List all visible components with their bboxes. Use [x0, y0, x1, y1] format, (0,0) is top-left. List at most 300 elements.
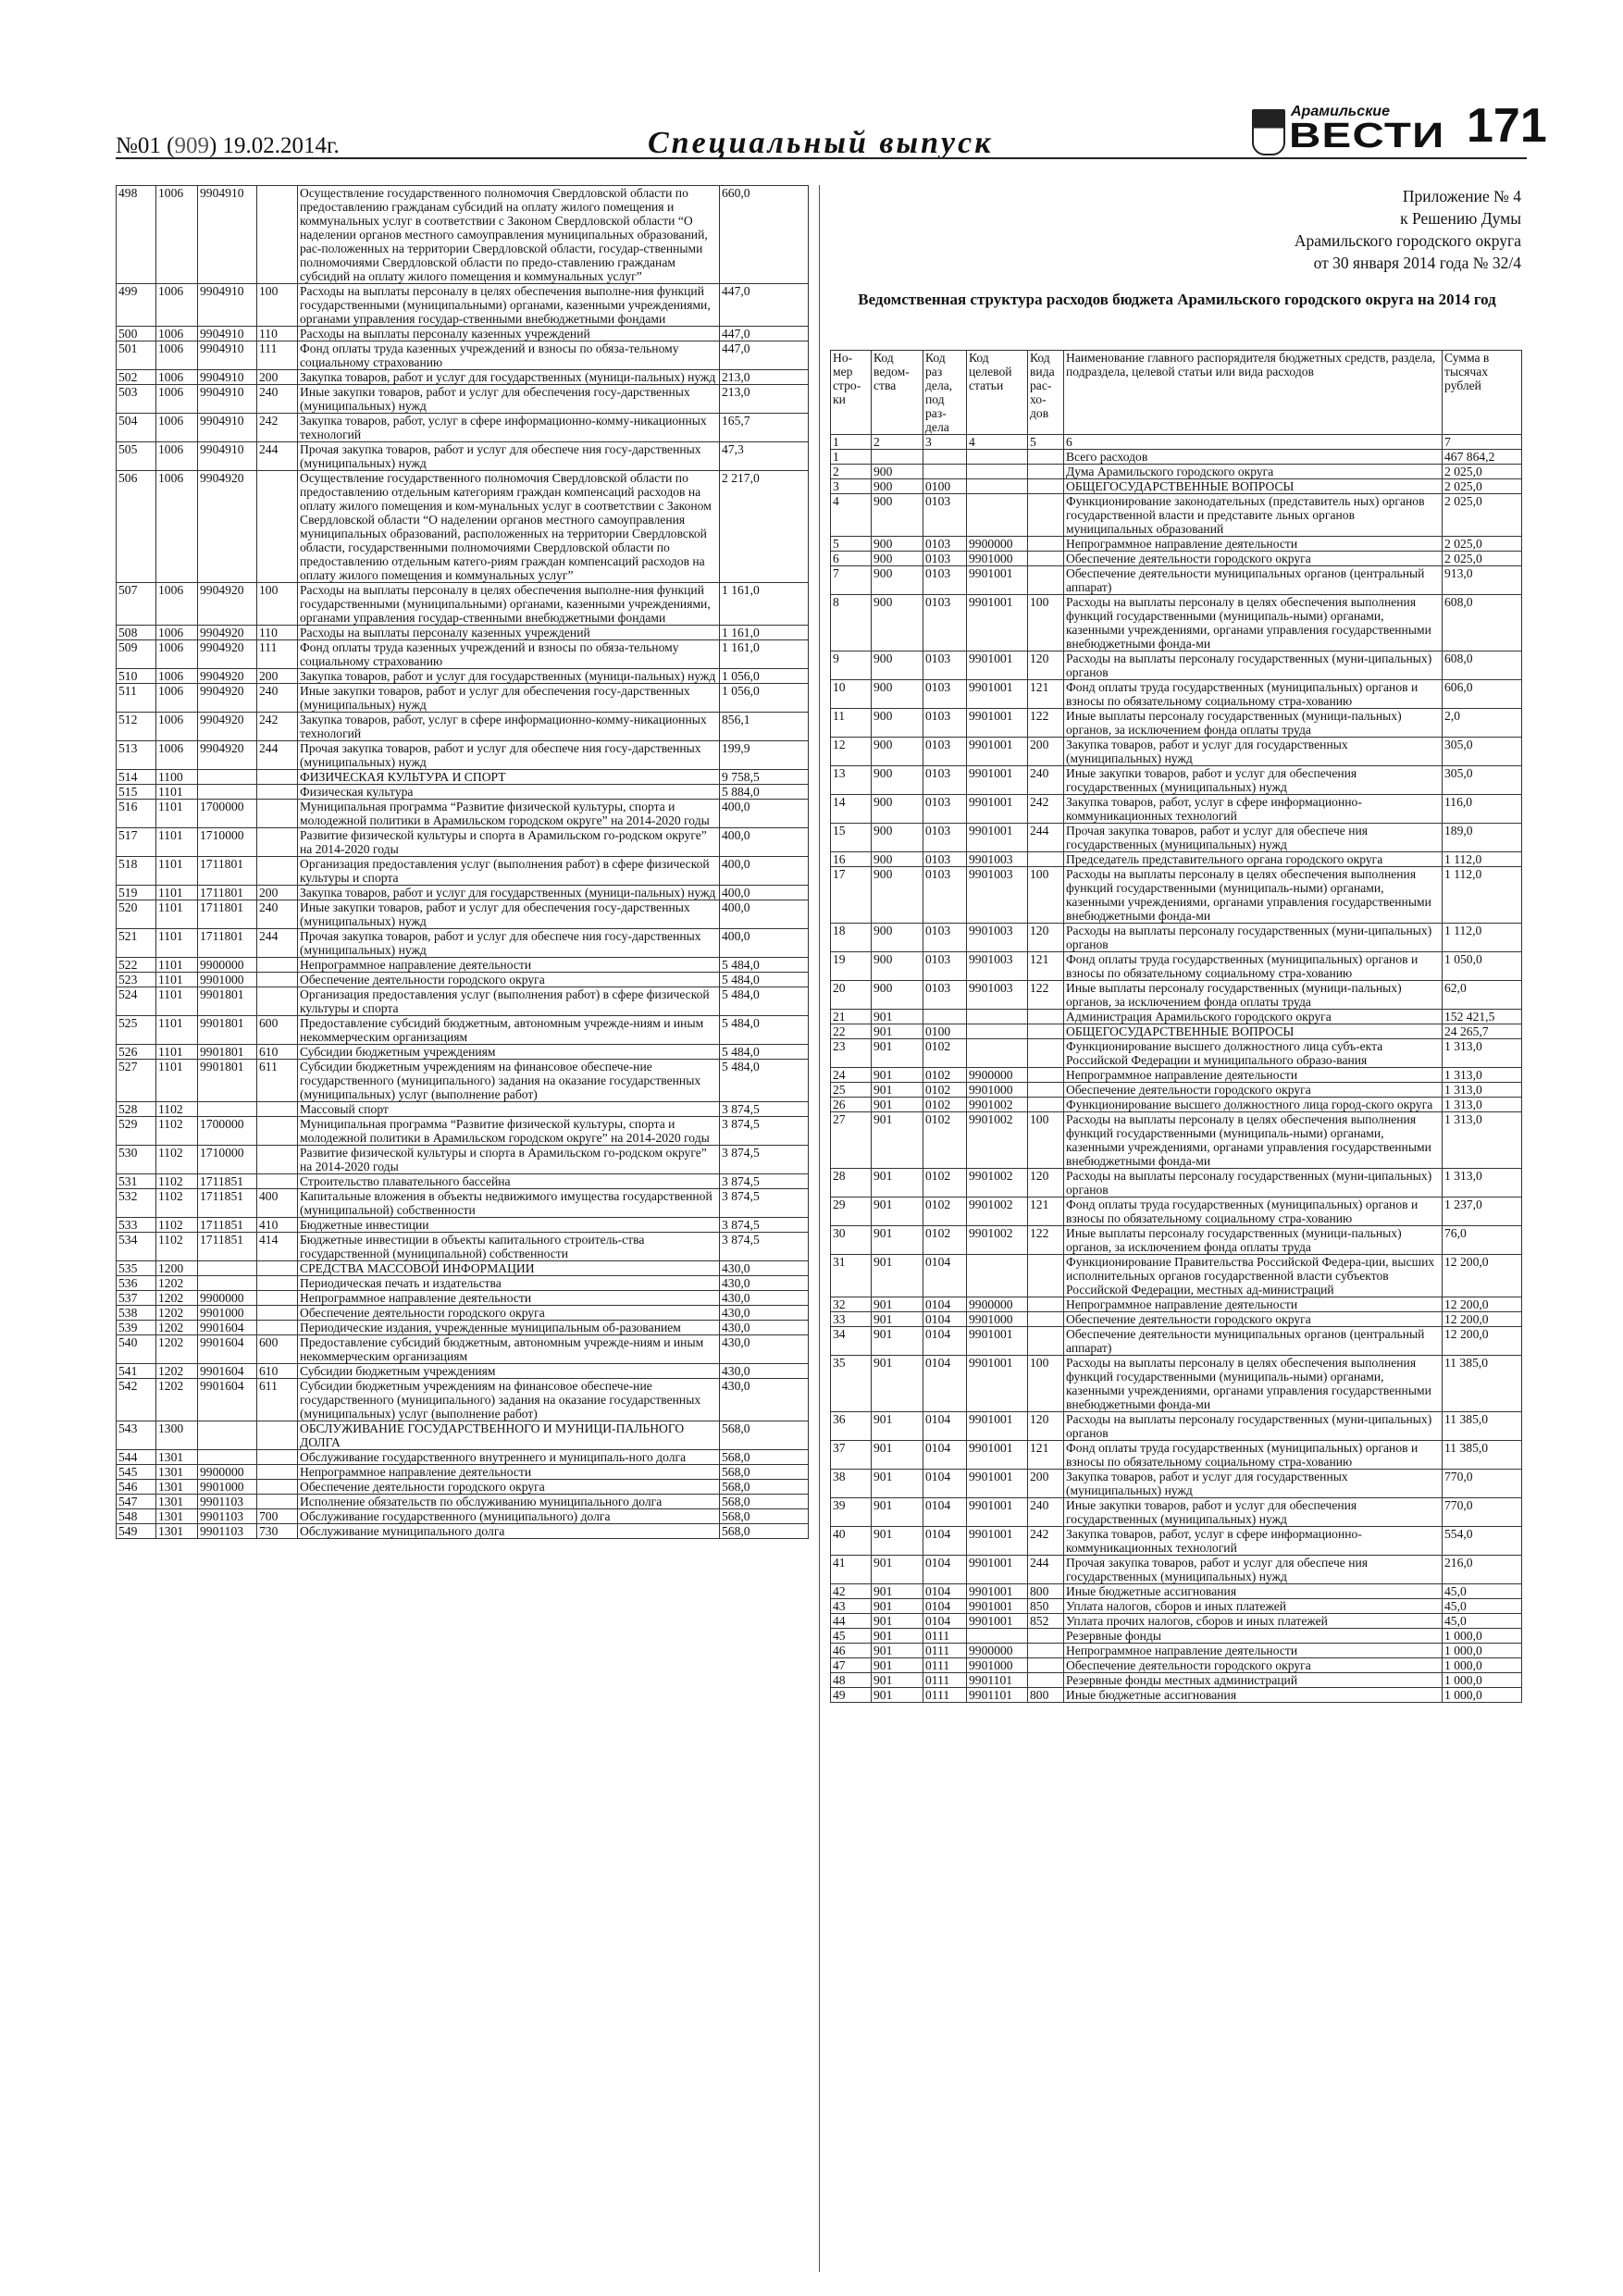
description-cell: Иные выплаты персоналу государственных (муници-пальных) органов, за исключением фонда оплаты труда	[1064, 709, 1443, 738]
table-row	[831, 852, 1522, 867]
expense-type-code-cell: 400	[257, 1189, 298, 1218]
description-cell: Субсидии бюджетным учреждениям на финансовое обеспече-ние государственного (муниципального) задания на оказание государственных (муниципальных) услуг (выполнение работ)	[298, 1379, 720, 1421]
dept-code-cell: 901	[872, 1673, 923, 1688]
description-cell: Строительство плавательного бассейна	[298, 1174, 720, 1189]
expense-type-code-cell: 120	[1028, 924, 1064, 952]
row-number-cell: 35	[831, 1356, 872, 1412]
expense-type-code-cell: 110	[257, 626, 298, 640]
amount-cell: 116,0	[1443, 795, 1522, 824]
row-number-cell: 549	[117, 1524, 156, 1539]
target-code-cell: 9901003	[967, 867, 1028, 924]
section-code-cell: 0104	[923, 1412, 967, 1441]
expense-type-code-cell: 100	[1028, 1112, 1064, 1169]
amount-cell: 2 217,0	[720, 471, 809, 583]
row-number-cell: 5	[831, 537, 872, 552]
section-code-cell: 1202	[156, 1276, 198, 1291]
description-cell: Обеспечение деятельности городского округа	[1064, 552, 1443, 566]
left-budget-table	[116, 185, 809, 1539]
description-cell: Обеспечение деятельности городского округа	[1064, 1658, 1443, 1673]
target-code-cell	[198, 1102, 257, 1117]
expense-type-code-cell: 200	[257, 886, 298, 900]
table-title: Ведомственная структура расходов бюджета Арамильского городского округа на 2014 год	[858, 291, 1496, 308]
table-row	[831, 1584, 1522, 1599]
amount-cell: 5 484,0	[720, 1060, 809, 1102]
dept-code-cell: 900	[872, 465, 923, 479]
table-row	[117, 640, 809, 669]
table-header-row	[831, 351, 1522, 435]
row-number-cell: 23	[831, 1039, 872, 1068]
description-cell: Иные закупки товаров, работ и услуг для обеспечения государственных (муниципальных) нужд	[1064, 1498, 1443, 1527]
column-number-cell: 4	[967, 435, 1028, 450]
table-row	[831, 981, 1522, 1010]
dept-code-cell: 901	[872, 1599, 923, 1614]
target-code-cell: 9901001	[967, 680, 1028, 709]
target-code-cell: 9901801	[198, 1060, 257, 1102]
expense-type-code-cell: 852	[1028, 1614, 1064, 1629]
target-code-cell: 9901001	[967, 824, 1028, 852]
description-cell: Расходы на выплаты персоналу государственных (муни-ципальных) органов	[1064, 924, 1443, 952]
description-cell: СРЕДСТВА МАССОВОЙ ИНФОРМАЦИИ	[298, 1261, 720, 1276]
description-cell: Дума Арамильского городского округа	[1064, 465, 1443, 479]
table-row	[117, 1261, 809, 1276]
row-number-cell: 18	[831, 924, 872, 952]
row-number-cell: 528	[117, 1102, 156, 1117]
dept-code-cell: 900	[872, 552, 923, 566]
amount-header: Сумма в тысячах рублей	[1443, 351, 1522, 435]
dept-code-cell: 900	[872, 952, 923, 981]
section-code-cell: 1102	[156, 1233, 198, 1261]
amount-cell: 447,0	[720, 284, 809, 327]
target-code-cell: 9900000	[967, 1644, 1028, 1658]
target-code-cell: 1711801	[198, 886, 257, 900]
expense-type-code-cell	[1028, 537, 1064, 552]
table-row	[831, 952, 1522, 981]
target-code-cell: 1700000	[198, 800, 257, 828]
table-row	[117, 958, 809, 973]
row-number-cell: 529	[117, 1117, 156, 1146]
amount-cell: 430,0	[720, 1335, 809, 1364]
target-code-cell	[198, 1421, 257, 1450]
amount-cell: 1 000,0	[1443, 1688, 1522, 1703]
description-cell: Иные закупки товаров, работ и услуг для обеспечения госу-дарственных (муниципальных) нужд	[298, 385, 720, 414]
target-code-cell: 9901001	[967, 1614, 1028, 1629]
table-row	[117, 1016, 809, 1045]
amount-cell: 62,0	[1443, 981, 1522, 1010]
description-cell: Массовый спорт	[298, 1102, 720, 1117]
target-code-cell: 9901001	[967, 1527, 1028, 1556]
section-code-cell: 1006	[156, 471, 198, 583]
target-code-cell: 9904920	[198, 669, 257, 684]
description-cell: Фонд оплаты труда государственных (муниципальных) органов и взносы по обязательному социальному стра-хованию	[1064, 680, 1443, 709]
table-row	[831, 1673, 1522, 1688]
description-cell: Муниципальная программа “Развитие физической культуры, спорта и молодежной политики в Арамильском городском округе” на 2014-2020 годы	[298, 1117, 720, 1146]
amount-cell: 608,0	[1443, 652, 1522, 680]
row-number-cell: 17	[831, 867, 872, 924]
dept-code-cell: 901	[872, 1658, 923, 1673]
row-number-cell: 44	[831, 1614, 872, 1629]
description-cell: Обслуживание государственного внутреннего и муниципаль-ного долга	[298, 1450, 720, 1465]
table-row	[117, 1495, 809, 1509]
dept-code-cell: 900	[872, 867, 923, 924]
row-number-cell: 34	[831, 1327, 872, 1356]
row-number-cell: 1	[831, 450, 872, 465]
section-code-cell: 0102	[923, 1083, 967, 1098]
expense-type-code-cell: 242	[257, 713, 298, 741]
row-number-cell: 43	[831, 1599, 872, 1614]
coat-of-arms-icon	[1252, 109, 1285, 155]
column-number-cell: 6	[1064, 435, 1443, 450]
table-row	[117, 1233, 809, 1261]
row-number-cell: 534	[117, 1233, 156, 1261]
table-row	[117, 385, 809, 414]
description-cell: Прочая закупка товаров, работ и услуг для обеспече ния государственных (муниципальных) нужд	[1064, 824, 1443, 852]
amount-cell: 608,0	[1443, 595, 1522, 652]
row-number-cell: 522	[117, 958, 156, 973]
section-code-cell: 1102	[156, 1218, 198, 1233]
row-number-cell: 13	[831, 766, 872, 795]
expense-type-code-cell: 120	[1028, 652, 1064, 680]
amount-cell: 770,0	[1443, 1470, 1522, 1498]
description-cell: Муниципальная программа “Развитие физической культуры, спорта и молодежной политики в Арамильском городском округе” на 2014-2020 годы	[298, 800, 720, 828]
table-row	[117, 1102, 809, 1117]
table-row	[117, 1321, 809, 1335]
description-cell: Закупка товаров, работ и услуг для государственных (муници-пальных) нужд	[298, 669, 720, 684]
row-number-cell: 7	[831, 566, 872, 595]
description-cell: Периодическая печать и издательства	[298, 1276, 720, 1291]
expense-type-code-cell	[257, 1465, 298, 1480]
section-code-cell: 0102	[923, 1169, 967, 1198]
description-cell: Прочая закупка товаров, работ и услуг для обеспече ния госу-дарственных (муниципальных) нужд	[298, 741, 720, 770]
target-code-cell: 9901000	[967, 1312, 1028, 1327]
target-code-cell: 9901001	[967, 1412, 1028, 1441]
row-number-cell: 31	[831, 1255, 872, 1297]
amount-cell: 568,0	[720, 1421, 809, 1450]
section-code-cell: 1102	[156, 1117, 198, 1146]
row-number-cell: 513	[117, 741, 156, 770]
amount-cell: 1 000,0	[1443, 1629, 1522, 1644]
header-rule	[116, 157, 1527, 159]
target-code-cell: 9904920	[198, 741, 257, 770]
expense-type-code-cell	[257, 1421, 298, 1450]
row-number-cell: 540	[117, 1335, 156, 1364]
row-number-cell: 538	[117, 1306, 156, 1321]
expense-type-code-cell	[257, 958, 298, 973]
expense-type-code-cell	[1028, 1098, 1064, 1112]
table-row	[117, 1335, 809, 1364]
amount-cell: 2 025,0	[1443, 479, 1522, 494]
target-code-cell	[198, 1261, 257, 1276]
section-code-cell: 1101	[156, 1045, 198, 1060]
description-cell: Развитие физической культуры и спорта в Арамильском го-родском округе” на 2014-2020 годы	[298, 828, 720, 857]
target-code-cell: 9901604	[198, 1364, 257, 1379]
description-cell: ОБСЛУЖИВАНИЕ ГОСУДАРСТВЕННОГО И МУНИЦИ-ПАЛЬНОГО ДОЛГА	[298, 1421, 720, 1450]
row-number-header: Но-мер стро-ки	[831, 351, 872, 435]
target-code-cell: 9904910	[198, 284, 257, 327]
dept-code-cell: 900	[872, 680, 923, 709]
expense-type-code-cell	[1028, 1297, 1064, 1312]
dept-code-cell: 900	[872, 766, 923, 795]
dept-code-cell: 900	[872, 537, 923, 552]
expense-type-code-cell	[257, 1480, 298, 1495]
expense-type-code-cell: 244	[1028, 824, 1064, 852]
expense-type-code-cell: 111	[257, 341, 298, 370]
target-code-cell: 1711801	[198, 929, 257, 958]
row-number-cell: 6	[831, 552, 872, 566]
section-code-cell: 1006	[156, 186, 198, 284]
row-number-cell: 37	[831, 1441, 872, 1470]
description-header: Наименование главного распорядителя бюджетных средств, раздела, подраздела, целевой статьи или вида расходов	[1064, 351, 1443, 435]
amount-cell: 152 421,5	[1443, 1010, 1522, 1024]
description-cell: Расходы на выплаты персоналу в целях обеспечения выполнения функций государственными (муниципаль-ными) органами, казенными учреждениями, органами управления государственными внебюджетными фонда-ми	[1064, 595, 1443, 652]
target-code-cell: 9901000	[198, 1306, 257, 1321]
expense-type-code-cell	[257, 1450, 298, 1465]
amount-cell: 568,0	[720, 1450, 809, 1465]
section-code-cell: 1006	[156, 442, 198, 471]
target-code-cell: 9901003	[967, 924, 1028, 952]
amount-cell: 5 484,0	[720, 958, 809, 973]
expense-type-code-cell	[257, 857, 298, 886]
section-code-cell: 1006	[156, 669, 198, 684]
amount-cell: 305,0	[1443, 738, 1522, 766]
section-code-cell: 1202	[156, 1335, 198, 1364]
table-row	[117, 741, 809, 770]
row-number-cell: 547	[117, 1495, 156, 1509]
row-number-cell: 508	[117, 626, 156, 640]
expense-type-code-cell	[257, 987, 298, 1016]
row-number-cell: 19	[831, 952, 872, 981]
expense-type-code-cell: 610	[257, 1045, 298, 1060]
row-number-cell: 30	[831, 1226, 872, 1255]
expense-type-code-cell: 111	[257, 640, 298, 669]
expense-type-code-cell	[1028, 1629, 1064, 1644]
amount-cell: 3 874,5	[720, 1174, 809, 1189]
target-code-cell: 1711851	[198, 1218, 257, 1233]
row-number-cell: 526	[117, 1045, 156, 1060]
row-number-cell: 22	[831, 1024, 872, 1039]
column-number-cell: 5	[1028, 435, 1064, 450]
row-number-cell: 520	[117, 900, 156, 929]
description-cell: Прочая закупка товаров, работ и услуг для обеспече ния госу-дарственных (муниципальных) нужд	[298, 929, 720, 958]
table-row	[831, 494, 1522, 537]
target-code-cell: 9901604	[198, 1335, 257, 1364]
dept-code-cell: 901	[872, 1039, 923, 1068]
expense-type-code-cell: 120	[1028, 1169, 1064, 1198]
target-code-cell: 9901003	[967, 852, 1028, 867]
target-code-cell: 9904910	[198, 186, 257, 284]
row-number-cell: 519	[117, 886, 156, 900]
section-code-cell: 0111	[923, 1673, 967, 1688]
target-code-cell: 9900000	[967, 1068, 1028, 1083]
description-cell: Закупка товаров, работ, услуг в сфере информационно-коммуникационных технологий	[1064, 1527, 1443, 1556]
amount-cell: 199,9	[720, 741, 809, 770]
section-code-cell: 0104	[923, 1584, 967, 1599]
target-code-cell: 9901001	[967, 738, 1028, 766]
amount-cell: 216,0	[1443, 1556, 1522, 1584]
dept-code-cell: 901	[872, 1629, 923, 1644]
section-code-cell: 0103	[923, 824, 967, 852]
table-row	[117, 1146, 809, 1174]
target-code-cell: 9901001	[967, 1441, 1028, 1470]
row-number-cell: 25	[831, 1083, 872, 1098]
amount-cell: 2 025,0	[1443, 552, 1522, 566]
row-number-cell: 10	[831, 680, 872, 709]
table-row	[117, 1364, 809, 1379]
table-row	[117, 1465, 809, 1480]
section-code-cell: 1101	[156, 857, 198, 886]
section-code-cell: 1100	[156, 770, 198, 785]
description-cell: Иные закупки товаров, работ и услуг для обеспечения госу-дарственных (муниципальных) нужд	[298, 900, 720, 929]
expense-type-code-cell	[1028, 494, 1064, 537]
amount-cell: 400,0	[720, 929, 809, 958]
table-row	[831, 465, 1522, 479]
target-code-cell: 9904910	[198, 414, 257, 442]
section-code-cell: 1006	[156, 684, 198, 713]
amount-cell: 3 874,5	[720, 1218, 809, 1233]
target-code-cell: 9901001	[967, 566, 1028, 595]
dept-code-cell: 901	[872, 1024, 923, 1039]
table-row	[117, 1276, 809, 1291]
amount-cell: 1 161,0	[720, 583, 809, 626]
expense-type-code-cell: 100	[1028, 867, 1064, 924]
description-cell: Закупка товаров, работ, услуг в сфере информационно-коммуникационных технологий	[1064, 795, 1443, 824]
target-code-cell: 9901002	[967, 1226, 1028, 1255]
description-cell: Фонд оплаты труда казенных учреждений и взносы по обяза-тельному социальному страхованию	[298, 640, 720, 669]
section-code-cell: 1301	[156, 1495, 198, 1509]
section-code-cell: 1101	[156, 800, 198, 828]
table-row	[831, 1039, 1522, 1068]
row-number-cell: 49	[831, 1688, 872, 1703]
description-cell: Непрограммное направление деятельности	[1064, 1644, 1443, 1658]
expense-type-code-cell	[1028, 1658, 1064, 1673]
row-number-cell: 509	[117, 640, 156, 669]
row-number-cell: 32	[831, 1297, 872, 1312]
expense-type-code-cell: 100	[1028, 1356, 1064, 1412]
table-row	[831, 1644, 1522, 1658]
table-row	[117, 1174, 809, 1189]
expense-type-code-cell: 800	[1028, 1688, 1064, 1703]
section-code-cell: 1101	[156, 929, 198, 958]
expense-type-code-cell	[257, 471, 298, 583]
row-number-cell: 544	[117, 1450, 156, 1465]
target-code-cell: 9901001	[967, 1356, 1028, 1412]
appendix-line: Арамильского городского округа	[1294, 231, 1521, 250]
section-code-cell: 1202	[156, 1379, 198, 1421]
amount-cell: 568,0	[720, 1509, 809, 1524]
expense-type-code-cell: 100	[1028, 595, 1064, 652]
section-code-cell: 1006	[156, 370, 198, 385]
row-number-cell: 527	[117, 1060, 156, 1102]
target-code-cell: 9904920	[198, 471, 257, 583]
row-number-cell: 41	[831, 1556, 872, 1584]
amount-cell: 24 265,7	[1443, 1024, 1522, 1039]
description-cell: Обеспечение деятельности муниципальных органов (центральный аппарат)	[1064, 1327, 1443, 1356]
expense-type-code-cell	[257, 800, 298, 828]
description-cell: Обслуживание государственного (муниципального) долга	[298, 1509, 720, 1524]
table-row	[117, 1045, 809, 1060]
section-code-cell	[923, 465, 967, 479]
row-number-cell: 546	[117, 1480, 156, 1495]
amount-cell: 660,0	[720, 186, 809, 284]
amount-cell: 1 237,0	[1443, 1198, 1522, 1226]
target-code-cell: 9901001	[967, 766, 1028, 795]
description-cell: Непрограммное направление деятельности	[298, 1465, 720, 1480]
section-code-cell: 1101	[156, 1016, 198, 1045]
table-row	[831, 479, 1522, 494]
expense-type-code-cell	[257, 1495, 298, 1509]
description-cell: Фонд оплаты труда казенных учреждений и взносы по обяза-тельному социальному страхованию	[298, 341, 720, 370]
target-code-cell	[967, 1629, 1028, 1644]
dept-code-cell: 901	[872, 1356, 923, 1412]
table-row	[117, 1189, 809, 1218]
target-code-cell: 9900000	[198, 958, 257, 973]
amount-cell: 11 385,0	[1443, 1412, 1522, 1441]
table-row	[117, 973, 809, 987]
description-cell: Непрограммное направление деятельности	[1064, 537, 1443, 552]
target-code-cell: 1711801	[198, 857, 257, 886]
target-code-cell: 9901001	[967, 1327, 1028, 1356]
expense-type-code-cell: 200	[257, 669, 298, 684]
target-code-cell: 9901604	[198, 1321, 257, 1335]
description-cell: Фонд оплаты труда государственных (муниципальных) органов и взносы по обязательному социальному стра-хованию	[1064, 1198, 1443, 1226]
section-code-cell: 0104	[923, 1614, 967, 1629]
target-code-cell: 9901002	[967, 1169, 1028, 1198]
section-code-cell: 1102	[156, 1189, 198, 1218]
row-number-cell: 499	[117, 284, 156, 327]
table-row	[831, 1226, 1522, 1255]
row-number-cell: 20	[831, 981, 872, 1010]
row-number-cell: 39	[831, 1498, 872, 1527]
target-code-cell: 9901103	[198, 1524, 257, 1539]
amount-cell: 400,0	[720, 857, 809, 886]
table-row	[117, 987, 809, 1016]
dept-code-cell: 900	[872, 738, 923, 766]
row-number-cell: 537	[117, 1291, 156, 1306]
table-row	[831, 1312, 1522, 1327]
dept-code-cell: 900	[872, 652, 923, 680]
dept-code-cell: 901	[872, 1614, 923, 1629]
description-cell: Расходы на выплаты персоналу в целях обеспечения выполне-ния функций государственными (муниципальными) органами, казенными учреждениями, органами управления государ-ственными внебюджетными фондами	[298, 284, 720, 327]
section-code-cell: 1202	[156, 1291, 198, 1306]
section-code-cell: 0103	[923, 680, 967, 709]
dept-code-cell: 901	[872, 1312, 923, 1327]
description-cell: Осуществление государственного полномочия Свердловской области по предоставлению гражданам субсидий на оплату жилого помещения и коммунальных услуг в соответствии с Законом Свердловской области “О наделении органов местного самоуправления муниципальных образований, рас-положенных на территории Свердловской области, государ-ственными полномочиями Свердловской области по предо-ставлению гражданам субсидий на оплату жилого помещения и коммунальных услуг”	[298, 186, 720, 284]
table-row	[117, 886, 809, 900]
description-cell: Субсидии бюджетным учреждениям на финансовое обеспече-ние государственного (муниципального) задания на оказание государственных (муниципальных) услуг (выполнение работ)	[298, 1060, 720, 1102]
description-cell: Расходы на выплаты персоналу казенных учреждений	[298, 327, 720, 341]
row-number-cell: 501	[117, 341, 156, 370]
section-code-cell: 0103	[923, 566, 967, 595]
section-code-cell: 1202	[156, 1364, 198, 1379]
dept-code-cell: 901	[872, 1068, 923, 1083]
table-row	[117, 900, 809, 929]
description-cell: Расходы на выплаты персоналу казенных учреждений	[298, 626, 720, 640]
description-cell: Расходы на выплаты персоналу государственных (муни-ципальных) органов	[1064, 1412, 1443, 1441]
expense-type-code-cell	[1028, 1255, 1064, 1297]
amount-cell: 9 758,5	[720, 770, 809, 785]
description-cell: Прочая закупка товаров, работ и услуг для обеспече ния государственных (муниципальных) нужд	[1064, 1556, 1443, 1584]
amount-cell: 45,0	[1443, 1599, 1522, 1614]
table-row	[831, 1083, 1522, 1098]
section-code-cell: 1101	[156, 828, 198, 857]
section-code-cell: 0104	[923, 1312, 967, 1327]
target-code-cell: 1710000	[198, 1146, 257, 1174]
row-number-cell: 48	[831, 1673, 872, 1688]
table-row	[831, 709, 1522, 738]
section-code-cell: 0111	[923, 1644, 967, 1658]
amount-cell: 3 874,5	[720, 1189, 809, 1218]
row-number-cell: 4	[831, 494, 872, 537]
row-number-cell: 2	[831, 465, 872, 479]
